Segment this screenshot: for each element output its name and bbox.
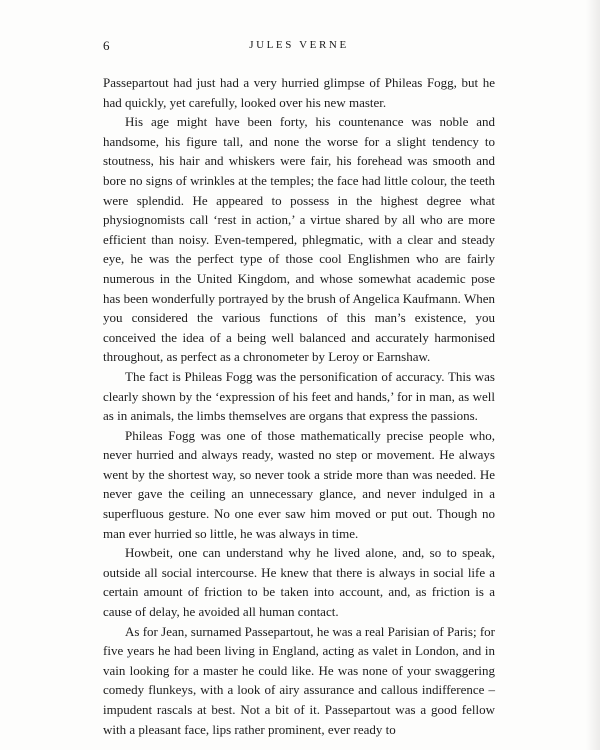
- page-header: [103, 38, 495, 56]
- paragraph-4: Phileas Fogg was one of those mathematically precise people who, never hurried and always ready, wasted no step or movement. He always went by the shortest way, so never took a stride more than was needed. He never gave the ceiling an unnecessary glance, and never indulged in a superfluous gesture. No one ever saw him moved or put out. Though no man ever hurried so little, he was always in time.: [103, 427, 495, 541]
- running-head: JULES VERNE: [249, 39, 349, 51]
- paragraph-3: The fact is Phileas Fogg was the personification of accuracy. This was clearly shown by the ‘expression of his feet and hands,’ for in man, as well as in animals, the limbs themselves are organs that express the passions.: [103, 368, 495, 424]
- paragraph-1: Passepartout had just had a very hurried glimpse of Phileas Fogg, but he had quickly, yet carefully, looked over his new master.: [103, 75, 495, 110]
- body-text: [103, 73, 495, 739]
- paragraph-5: Howbeit, one can understand why he lived alone, and, so to speak, outside all social intercourse. He knew that there is always in social life a certain amount of friction to be taken into account, and, as friction is a cause of delay, he avoided all human contact.: [103, 545, 495, 620]
- paragraph-6: As for Jean, surnamed Passepartout, he was a real Parisian of Paris; for five years he had been living in England, acting as valet in London, and in vain looking for a master he could like. He was none of your swaggering comedy flunkeys, with a look of airy assurance and callous indifference – impudent rascals at best. Not a bit of it. Passepartout was a good fellow with a pleasant face, lips rather prominent, ever ready to: [103, 623, 495, 737]
- paragraph-2: His age might have been forty, his countenance was noble and handsome, his figure tall, and none the worse for a slight tendency to stoutness, his hair and whiskers were fair, his forehead was smooth and bore no signs of wrinkles at the temples; the face had little colour, the teeth were splendid. He appeared to possess in the highest degree what physiognomists call ‘rest in action,’ a virtue shared by all who are more efficient than noisy. Even-tempered, phlegmatic, with a clear and steady eye, he was the perfect type of those cool Englishmen who are fairly numerous in the United Kingdom, and whose somewhat academic pose has been wonderfully portrayed by the brush of Angelica Kaufmann. When you considered the various functions of this man’s existence, you conceived the idea of a being well balanced and accurately harmonised throughout, as perfect as a chronometer by Leroy or Earnshaw.: [103, 114, 495, 365]
- page-edge-shadow: [586, 0, 600, 750]
- page-number: 6: [103, 38, 110, 53]
